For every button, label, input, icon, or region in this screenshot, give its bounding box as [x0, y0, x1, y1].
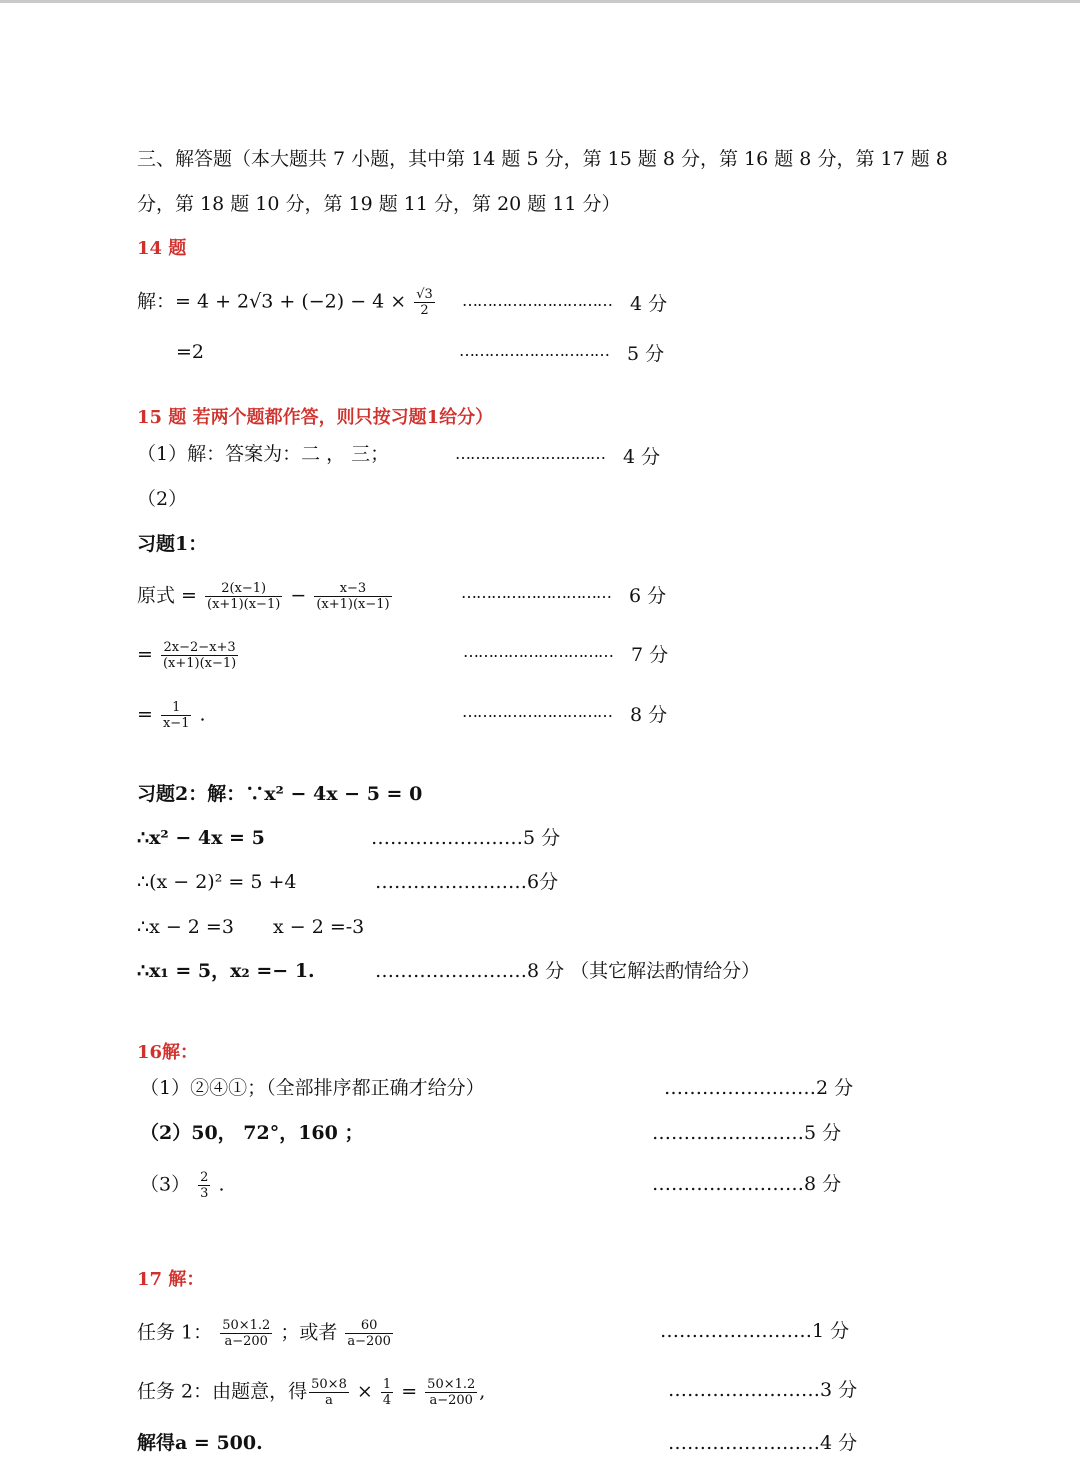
q15-ex1-line-1-points: 6 分	[629, 585, 667, 607]
q15-ex1-line-3	[137, 700, 206, 731]
q17-task-1-fraction-2	[345, 1318, 392, 1349]
q15-exercise-2-line-4a: ∴x − 2 =3	[137, 916, 234, 938]
q16-part-1-dots: ……………………2 分	[664, 1077, 854, 1099]
q17-task-2-fraction-1	[309, 1377, 349, 1408]
q17-task-2-prefix: 任务 2：由题意，得	[137, 1380, 308, 1403]
q17-task-2-fraction-2	[381, 1377, 393, 1408]
q17-task-1-mid: ；或者	[280, 1321, 338, 1344]
q14-step-1-dots: …………………………	[462, 291, 612, 310]
frac-num: 60	[360, 1318, 378, 1333]
q17-task-2-fraction-3	[425, 1377, 477, 1408]
q15-part-2: （2）	[137, 488, 188, 510]
frac-den: (x+1)(x−1)	[316, 597, 390, 612]
q17-task-1-prefix: 任务 1：	[137, 1321, 213, 1344]
frac-den: a−200	[220, 1333, 272, 1349]
q15-exercise-2-line-2: ∴x² − 4x = 5	[137, 827, 265, 849]
q15-ex1-line-3-suffix: .	[199, 703, 206, 726]
q16-part-3-suffix: .	[218, 1173, 225, 1196]
q17-task-2-dots: ……………………3 分	[668, 1379, 858, 1401]
q14-step-1-expr: 解：= 4 + 2√3 + (−2) − 4 ×	[137, 290, 407, 313]
frac-num: 1	[382, 1377, 392, 1392]
q15-ex1-line-3-prefix: =	[137, 703, 153, 726]
frac-num: 50×1.2	[222, 1318, 271, 1333]
q14-step-1-points: 4 分	[630, 293, 668, 315]
frac-num: x−3	[339, 581, 367, 596]
frac-den: (x+1)(x−1)	[207, 597, 281, 612]
q17-task-2-equals: =	[401, 1380, 418, 1403]
q15-ex1-line-1	[137, 581, 394, 612]
frac-num: √3	[416, 287, 433, 302]
section-heading-line-1: 三、解答题（本大题共 7 小题，其中第 14 题 5 分，第 15 题 8 分，第 16 题 8 分，第 17 题 8	[137, 148, 948, 170]
q15-exercise-2-line-3: ∴(x − 2)² = 5 +4	[137, 871, 297, 893]
q15-part-1-points: 4 分	[623, 446, 661, 468]
frac-num: 2	[200, 1170, 209, 1185]
q14-sqrt3-over-2	[414, 287, 435, 318]
q16-fraction-2-3	[198, 1170, 210, 1201]
q15-exercise-2-line-3-dots: ……………………6分	[375, 871, 559, 893]
q17-task-2-times: ×	[356, 1380, 373, 1403]
q17-task-1-fraction-1	[220, 1318, 272, 1349]
q17-task-2-suffix: ,	[479, 1380, 486, 1403]
q16-part-1: （1）②④①；（全部排序都正确才给分）	[140, 1077, 485, 1099]
q15-exercise-2-line-2-dots: ……………………5 分	[371, 827, 561, 849]
frac-den: 3	[200, 1186, 209, 1201]
frac-num: 1	[172, 700, 181, 715]
q15-ex1-minus: −	[290, 584, 307, 607]
q16-part-2: （2）50， 72°，160 ；	[140, 1122, 364, 1144]
q15-exercise-2-line-5-dots: ……………………8 分 （其它解法酌情给分）	[375, 960, 761, 982]
q15-ex1-fraction-1	[205, 581, 282, 612]
q17-task-1-dots: ……………………1 分	[660, 1320, 850, 1342]
q15-ex1-fraction-4	[161, 700, 192, 731]
q15-exercise-2-line-4b: x − 2 =-3	[273, 916, 365, 938]
q15-ex1-fraction-3	[161, 640, 238, 671]
q14-step-2: =2	[176, 341, 205, 363]
q15-ex1-line-3-dots: …………………………	[462, 702, 612, 721]
q17-task-2	[137, 1377, 485, 1408]
q15-ex1-line-2-dots: …………………………	[463, 642, 613, 661]
q15-ex1-line-1-dots: …………………………	[461, 583, 611, 602]
q17-title: 17 解：	[137, 1269, 205, 1290]
q14-step-1	[137, 287, 437, 318]
q14-step-2-dots: …………………………	[459, 341, 609, 360]
q16-part-3-prefix: （3）	[140, 1173, 191, 1196]
frac-den: x−1	[162, 716, 190, 731]
frac-den: a−200	[425, 1392, 477, 1408]
frac-num: 50×8	[311, 1377, 347, 1392]
top-border-line	[0, 0, 1080, 3]
q15-ex1-line-2-prefix: =	[137, 643, 153, 666]
q15-ex1-line-2-points: 7 分	[631, 644, 669, 666]
q14-title: 14 题	[137, 238, 187, 259]
q15-exercise-2-line-5: ∴x₁ = 5，x₂ =− 1.	[137, 960, 315, 982]
q15-exercise-1-title: 习题1：	[137, 533, 208, 555]
q16-part-3-dots: ……………………8 分	[652, 1173, 842, 1195]
frac-den: (x+1)(x−1)	[162, 656, 237, 671]
q16-part-3	[140, 1170, 225, 1201]
q15-part-1: （1）解：答案为：二 ， 三；	[137, 443, 390, 465]
q15-ex1-line-1-prefix: 原式 =	[137, 584, 197, 607]
q15-exercise-2-line-1: 习题2：解：∵x² − 4x − 5 = 0	[137, 783, 423, 805]
q15-part-1-dots: …………………………	[455, 444, 605, 463]
frac-num: 50×1.2	[427, 1377, 476, 1392]
section-heading-line-2: 分，第 18 题 10 分，第 19 题 11 分，第 20 题 11 分）	[137, 193, 621, 215]
q15-title: 15 题 若两个题都作答，则只按习题1给分）	[137, 407, 494, 428]
q15-ex1-fraction-2	[314, 581, 391, 612]
frac-den: a−200	[347, 1334, 391, 1349]
q16-title: 16解：	[137, 1042, 199, 1063]
q17-task-3: 解得a = 500.	[137, 1432, 263, 1454]
frac-den: 2	[414, 302, 435, 318]
q16-part-2-dots: ……………………5 分	[652, 1122, 842, 1144]
q17-task-1	[137, 1318, 395, 1349]
frac-num: 2x−2−x+3	[163, 640, 236, 655]
q17-task-3-dots: ……………………4 分	[668, 1432, 858, 1454]
frac-den: a	[309, 1392, 349, 1408]
q15-ex1-line-3-points: 8 分	[630, 704, 668, 726]
q14-step-2-points: 5 分	[627, 343, 665, 365]
frac-den: 4	[382, 1393, 392, 1408]
frac-num: 2(x−1)	[221, 581, 267, 596]
q15-ex1-line-2	[137, 640, 240, 671]
